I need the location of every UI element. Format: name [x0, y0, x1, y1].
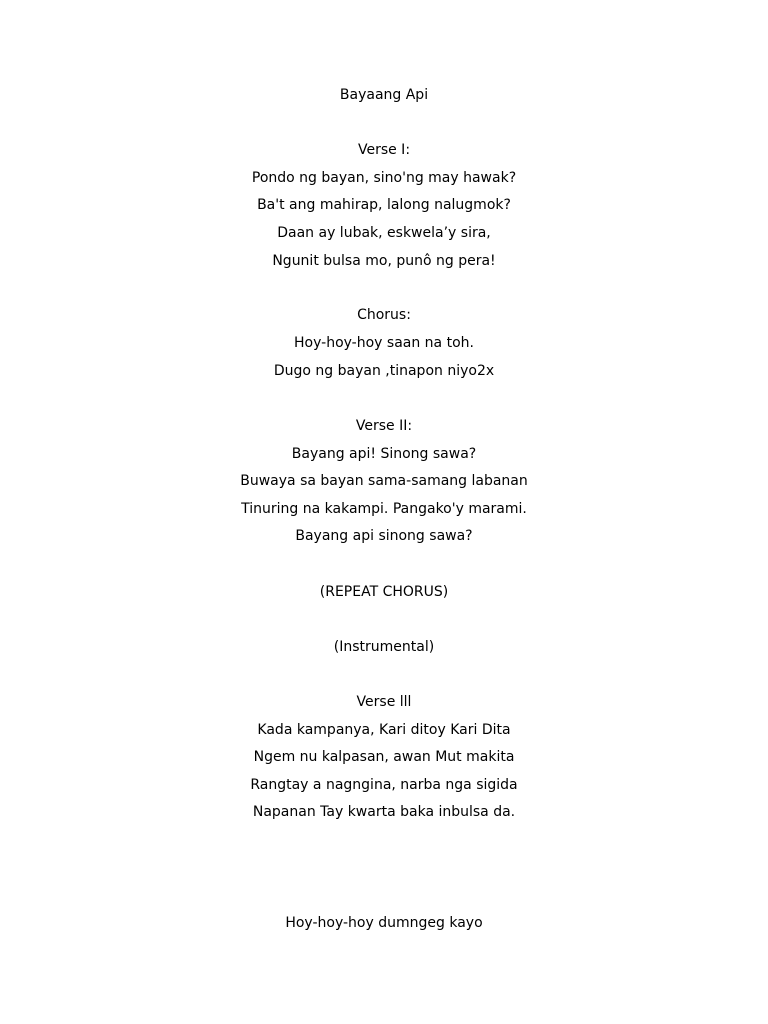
verse-1-line-2: Ba't ang mahirap, lalong nalugmok? [257, 197, 511, 213]
verse-2-line-3: Tinuring na kakampi. Pangako'y marami. [241, 501, 527, 517]
verse-3-line-2: Ngem nu kalpasan, awan Mut makita [253, 749, 515, 765]
chorus-line-1: Hoy-hoy-hoy saan na toh. [294, 335, 474, 351]
verse-2-line-2: Buwaya sa bayan sama-samang labanan [240, 473, 528, 489]
verse-1-line-1: Pondo ng bayan, sino'ng may hawak? [251, 170, 517, 186]
chorus-line-2: Dugo ng bayan ,tinapon niyo2x [273, 363, 495, 379]
instrumental-note: (Instrumental) [333, 639, 435, 655]
song-title: Bayaang Api [339, 87, 429, 103]
verse-3-line-3: Rangtay a nagngina, narba nga sigida [250, 777, 518, 793]
final-line: Hoy-hoy-hoy dumngeg kayo [285, 915, 483, 931]
verse-3-line-1: Kada kampanya, Kari ditoy Kari Dita [257, 722, 511, 738]
verse-3-line-4: Napanan Tay kwarta baka inbulsa da. [252, 804, 516, 820]
verse-1-heading: Verse I: [357, 142, 411, 158]
verse-3-heading: Verse lll [356, 694, 412, 710]
verse-2-line-4: Bayang api sinong sawa? [295, 528, 473, 544]
verse-2-heading: Verse II: [355, 418, 413, 434]
chorus-heading: Chorus: [357, 307, 411, 323]
verse-2-line-1: Bayang api! Sinong sawa? [291, 446, 477, 462]
verse-1-line-3: Daan ay lubak, eskwela’y sira, [277, 225, 491, 241]
verse-1-line-4: Ngunit bulsa mo, punô ng pera! [272, 253, 496, 269]
repeat-chorus-note: (REPEAT CHORUS) [319, 584, 449, 600]
